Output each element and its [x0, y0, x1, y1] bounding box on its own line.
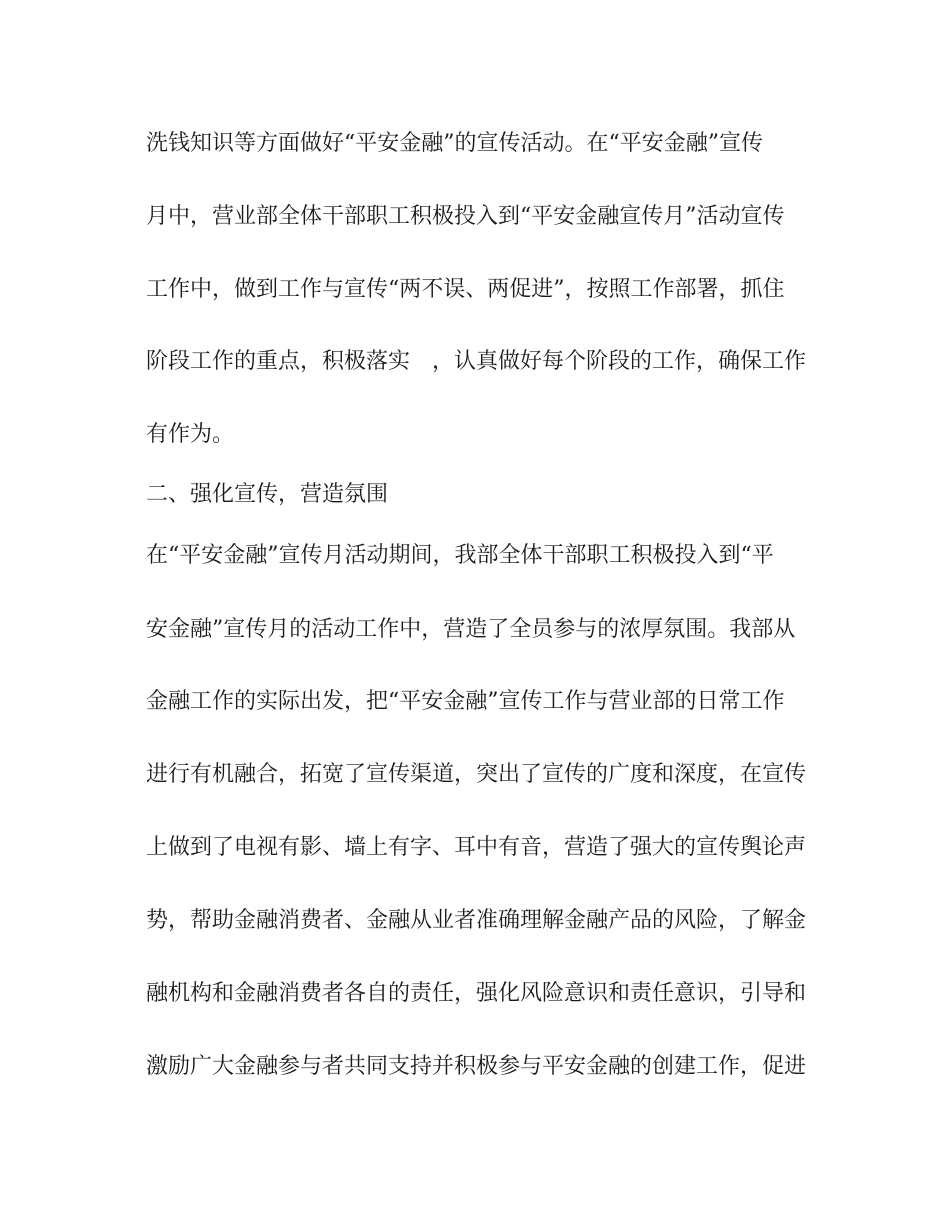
paragraph-line: 融机构和金融消费者各自的责任，强化风险意识和责任意识，引导和 — [146, 981, 806, 1006]
paragraph-line: 势，帮助金融消费者、金融从业者准确理解金融产品的风险，了解金 — [146, 908, 806, 933]
paragraph-line: 上做到了电视有影、墙上有字、耳中有音，营造了强大的宣传舆论声 — [146, 835, 806, 860]
paragraph-line: 安金融”宣传月的活动工作中，营造了全员参与的浓厚氛围。我部从 — [146, 617, 796, 642]
paragraph-line: 月中，营业部全体干部职工积极投入到“平安金融宣传月”活动宣传 — [146, 204, 785, 229]
paragraph-line: 进行有机融合，拓宽了宣传渠道，突出了宣传的广度和深度，在宣传 — [146, 762, 806, 787]
paragraph-line: 有作为。 — [146, 422, 235, 447]
paragraph-line: 金融工作的实际出发，把“平安金融”宣传工作与营业部的日常工作 — [146, 689, 785, 714]
paragraph-line: 工作中，做到工作与宣传“两不误、两促进”，按照工作部署，抓住 — [146, 277, 785, 302]
paragraph-line: 激励广大金融参与者共同支持并积极参与平安金融的创建工作，促进 — [146, 1054, 806, 1079]
paragraph-line: 在“平安金融”宣传月活动期间，我部全体干部职工积极投入到“平 — [146, 543, 774, 568]
paragraph-line: 阶段工作的重点，积极落实 ，认真做好每个阶段的工作，确保工作 — [146, 349, 806, 374]
section-heading: 二、强化宣传，营造氛围 — [146, 482, 389, 507]
paragraph-line: 洗钱知识等方面做好“平安金融”的宣传活动。在“平安金融”宣传 — [146, 131, 763, 156]
